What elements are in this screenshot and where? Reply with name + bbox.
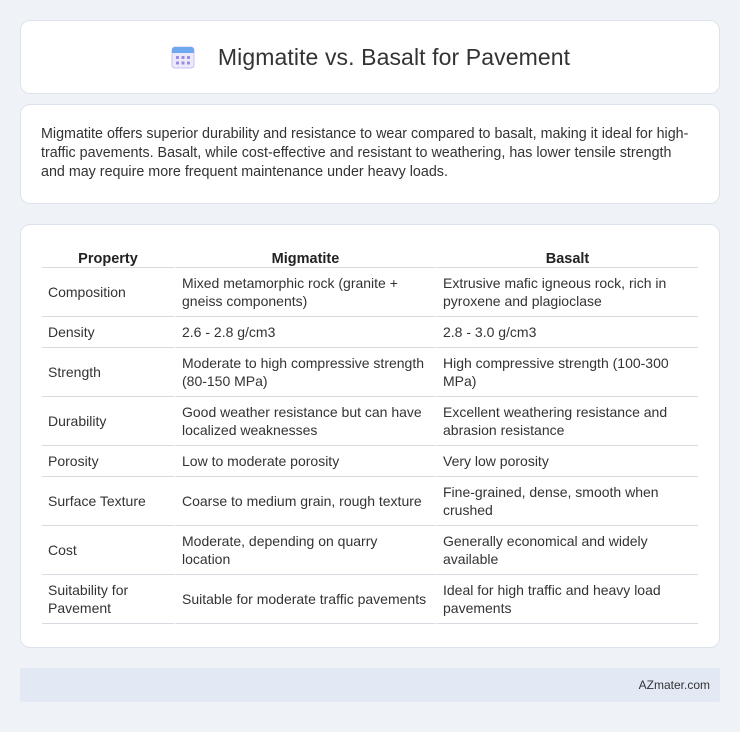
table-row <box>42 575 698 624</box>
property-cell: Strength <box>42 348 174 397</box>
title-card <box>20 20 720 94</box>
basalt-cell: Fine-grained, dense, smooth when crushed <box>435 477 698 526</box>
migmatite-cell: Moderate, depending on quarry location <box>174 526 435 575</box>
basalt-cell: Extrusive mafic igneous rock, rich in pyroxene and plagioclase <box>435 268 698 317</box>
table-row <box>42 268 698 317</box>
page-title: Migmatite vs. Basalt for Pavement <box>217 43 571 70</box>
migmatite-cell: Mixed metamorphic rock (granite + gneiss components) <box>174 268 435 317</box>
summary-text: Migmatite offers superior durability and resistance to wear compared to basalt, making it ideal for high-traffic pavements. Basalt, while cost-effective and resistant to weathering, has lower tensile strength and may require more frequent maintenance under heavy loads. <box>41 126 689 181</box>
table-row <box>42 526 698 575</box>
migmatite-cell: Coarse to medium grain, rough texture <box>174 477 435 526</box>
footer <box>20 668 720 702</box>
column-header-basalt: Basalt <box>435 241 698 268</box>
property-cell: Density <box>42 317 174 348</box>
basalt-cell: Generally economical and widely available <box>435 526 698 575</box>
column-header-property: Property <box>42 241 174 268</box>
summary-card <box>20 104 720 204</box>
basalt-cell: Excellent weathering resistance and abrasion resistance <box>435 397 698 446</box>
property-cell: Durability <box>42 397 174 446</box>
migmatite-cell: Low to moderate porosity <box>174 446 435 477</box>
migmatite-cell: 2.6 - 2.8 g/cm3 <box>174 317 435 348</box>
property-cell: Cost <box>42 526 174 575</box>
property-cell: Composition <box>42 268 174 317</box>
migmatite-cell: Suitable for moderate traffic pavements <box>174 575 435 624</box>
migmatite-cell: Good weather resistance but can have localized weaknesses <box>174 397 435 446</box>
table-row <box>42 317 698 348</box>
table-row <box>42 348 698 397</box>
basalt-cell: 2.8 - 3.0 g/cm3 <box>435 317 698 348</box>
comparison-table-card <box>20 224 720 648</box>
property-cell: Surface Texture <box>42 477 174 526</box>
property-cell: Porosity <box>42 446 174 477</box>
basalt-cell: Very low porosity <box>435 446 698 477</box>
comparison-table <box>42 241 698 624</box>
footer-site-name: AZmater.com <box>638 678 710 692</box>
basalt-cell: High compressive strength (100-300 MPa) <box>435 348 698 397</box>
migmatite-cell: Moderate to high compressive strength (80-150 MPa) <box>174 348 435 397</box>
table-row <box>42 477 698 526</box>
table-header-row <box>42 241 698 268</box>
column-header-migmatite: Migmatite <box>174 241 435 268</box>
table-row <box>42 446 698 477</box>
property-cell: Suitability for Pavement <box>42 575 174 624</box>
table-row <box>42 397 698 446</box>
basalt-cell: Ideal for high traffic and heavy load pavements <box>435 575 698 624</box>
calendar-icon <box>170 44 196 70</box>
